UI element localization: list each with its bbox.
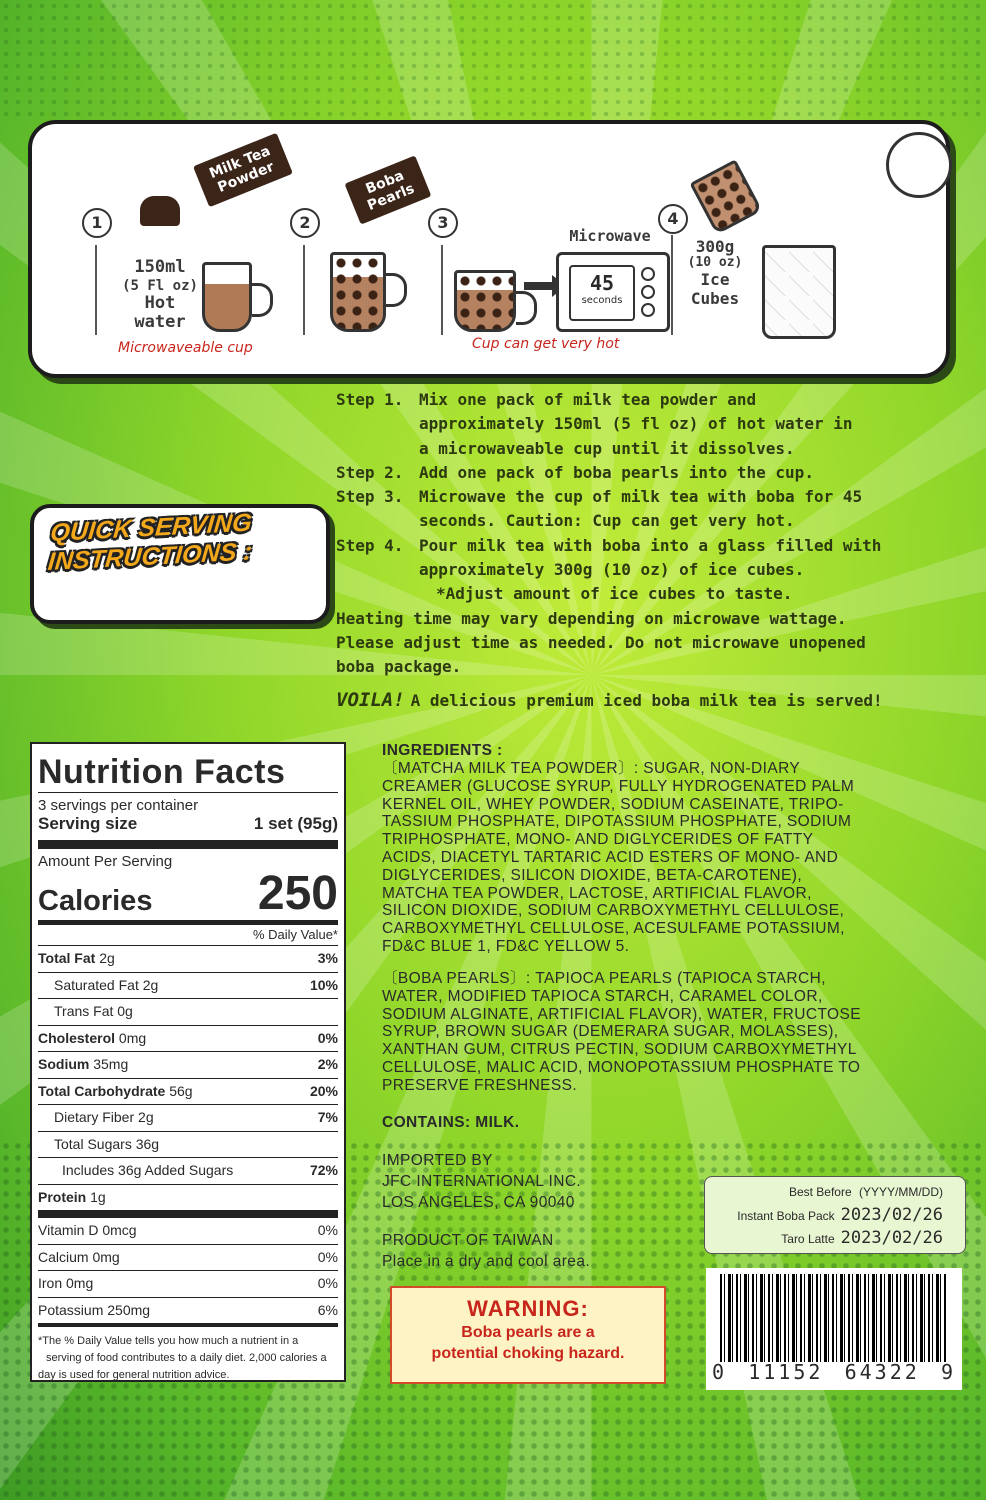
ingredients-header: INGREDIENTS : — [382, 742, 503, 759]
nutrition-facts-panel — [30, 742, 346, 1382]
nutrient-row: Total Sugars 36g — [38, 1132, 338, 1159]
best-before-box — [704, 1176, 966, 1254]
microwave-label: Microwave — [569, 227, 651, 245]
instructions-text — [336, 388, 976, 713]
nutrient-row: Total Fat 2g 3% — [38, 946, 338, 973]
step-4-row: Step 4. Pour milk tea with boba into a glass filled with — [336, 535, 882, 555]
divider — [441, 245, 443, 335]
mug-icon — [202, 262, 252, 332]
step-4-number: 4 — [658, 204, 688, 234]
calories-row: Calories 250 — [38, 870, 338, 925]
choking-warning-box — [390, 1286, 666, 1384]
importer-info: IMPORTED BY JFC INTERNATIONAL INC. LOS ANGELES, CA 90040 — [382, 1152, 582, 1211]
step-3-row: Step 3. Microwave the cup of milk tea with boba for 45 — [336, 487, 863, 507]
nutrient-row: Total Carbohydrate 56g 20% — [38, 1079, 338, 1106]
hot-mug-icon — [454, 270, 516, 332]
kettle-icon — [140, 196, 180, 226]
background-dots-top — [0, 0, 986, 120]
pearl-ingredients: 〔BOBA PEARLS〕: TAPIOCA PEARLS (TAPIOCA STARCH, WATER, MODIFIED TAPIOCA STARCH, CARAMEL COLOR, SODIUM ALGINATE, ARTIFICIAL FLAVOR), WATER, FRUCTOSE SYRUP, BROWN SUGAR (DEMERARA SUGAR, MOLASSES), XANTHAN GUM, CITRUS PECTIN, SODIUM CARBOXYMETHYL CELLULOSE, MALIC ACID, MONOPOTASSIUM PHOSPHATE TO PRESERVE FRESHNESS. — [382, 970, 861, 1094]
cup-hot-note: Cup can get very hot — [472, 336, 620, 352]
step-3-number: 3 — [428, 208, 458, 238]
microwave-timer — [569, 265, 635, 321]
barcode-number: 0 11152 64322 9 — [712, 1360, 956, 1384]
microwaveable-cup-note: Microwaveable cup — [118, 340, 253, 356]
arrow-icon — [524, 282, 554, 290]
barcode — [706, 1268, 962, 1390]
step-1-line: a microwaveable cup until it dissolves. — [419, 438, 795, 458]
quick-serving-title: QUICK SERVING INSTRUCTIONS : — [46, 508, 254, 576]
divider — [671, 235, 673, 335]
best-before-header: Best Before (YYYY/MM/DD) — [788, 1185, 943, 1199]
ice-amount-text: 300g (10 oz) Ice Cubes — [687, 237, 743, 308]
nutrition-title: Nutrition Facts — [38, 752, 338, 793]
heating-note: boba package. — [336, 657, 462, 677]
best-before-line: Instant Boba Pack 2023/02/26 — [737, 1205, 943, 1225]
heating-note: Please adjust time as needed. Do not microwave unopened — [336, 632, 866, 652]
mug-with-pearls-icon — [330, 252, 386, 332]
knob-icon — [641, 303, 655, 317]
amount-per-serving: Amount Per Serving — [38, 853, 173, 870]
serving-size-row: Serving size 1 set (95g) — [38, 814, 338, 849]
milk-tea-powder-tag: Milk Tea Powder — [193, 133, 293, 208]
knob-icon — [641, 267, 655, 281]
cloud-icon — [886, 132, 952, 198]
nutrient-row: Trans Fat 0g — [38, 999, 338, 1026]
powder-ingredients: 〔MATCHA MILK TEA POWDER〕: SUGAR, NON-DIARY CREAMER (GLUCOSE SYRUP, FULLY HYDROGENATED PALM KERNEL OIL, WHEY POWDER, SODIUM CASEINATE, TRIPO- TASSIUM PHOSPHATE, DIPOTASSIUM PHOSPHATE, SODIUM TRIPHOSPHATE, MONO- AND DIGLYCERIDES OF FATTY ACIDS, DIACETYL TARTARIC ACID ESTERS OF MONO- AND DIGLYCERIDES, SILICON DIOXIDE, BETA-CAROTENE), MATCHA TEA POWDER, LACTOSE, ARTIFICIAL FLAVOR, SILICON DIOXIDE, SODIUM CARBOXYMETHYL CELLULOSE, CARBOXYMETHYL CELLULOSE, ACESULFAME POTASSIUM, FD&C BLUE 1, FD&C YELLOW 5. — [382, 760, 855, 955]
daily-value-header: % Daily Value* — [38, 925, 338, 946]
step-2-number: 2 — [290, 208, 320, 238]
step-4-line: approximately 300g (10 oz) of ice cubes. — [419, 560, 805, 580]
daily-value-footnote: *The % Daily Value tells you how much a nutrient in a serving of food contributes to a daily diet. 2,000 calories a day is used for general nutrition advice. — [38, 1323, 338, 1384]
water-amount-text: 150ml (5 Fl oz) Hot water — [122, 257, 198, 333]
timer-unit: seconds — [581, 295, 623, 306]
origin-info: PRODUCT OF TAIWAN Place in a dry and cool area. — [382, 1232, 591, 1270]
timer-value: 45 — [589, 271, 615, 295]
warning-line: Boba pearls are a — [461, 1324, 595, 1341]
allergen-statement: CONTAINS: MILK. — [382, 1114, 520, 1131]
nutrient-row: Saturated Fat 2g 10% — [38, 973, 338, 1000]
divider — [95, 245, 97, 335]
nutrient-row: Iron 0mg 0% — [38, 1271, 338, 1298]
heating-note: Heating time may vary depending on microwave wattage. — [336, 608, 847, 628]
best-before-line: Taro Latte 2023/02/26 — [781, 1228, 943, 1248]
step-4-note: *Adjust amount of ice cubes to taste. — [436, 584, 793, 604]
boba-pearls-tag: Boba Pearls — [344, 155, 431, 224]
nutrient-row: Includes 36g Added Sugars 72% — [38, 1158, 338, 1185]
step-3-line: seconds. Caution: Cup can get very hot. — [419, 511, 795, 531]
nutrient-row: Potassium 250mg 6% — [38, 1301, 338, 1318]
nutrient-row: Vitamin D 0mcg 0% — [38, 1218, 338, 1245]
nutrient-row: Calcium 0mg 0% — [38, 1245, 338, 1272]
step-1-number: 1 — [82, 208, 112, 238]
warning-title: WARNING: — [467, 1296, 589, 1321]
knob-icon — [641, 285, 655, 299]
step-2-row: Step 2. Add one pack of boba pearls into the cup. — [336, 462, 814, 482]
divider — [303, 245, 305, 335]
step-1-row: Step 1. Mix one pack of milk tea powder and — [336, 390, 757, 409]
microwave-icon — [556, 252, 670, 332]
barcode-bars — [720, 1274, 948, 1362]
voila-line: VOILA! A delicious premium iced boba milk tea is served! — [336, 688, 883, 711]
servings-per-container: 3 servings per container — [38, 797, 199, 814]
nutrient-row: Dietary Fiber 2g 7% — [38, 1105, 338, 1132]
step-1-line: approximately 150ml (5 fl oz) of hot water in — [419, 414, 853, 434]
ice-glass-icon — [762, 245, 836, 339]
nutrient-row: Sodium 35mg 2% — [38, 1052, 338, 1079]
nutrient-row: Protein 1g — [38, 1185, 338, 1219]
nutrient-row: Cholesterol 0mg 0% — [38, 1026, 338, 1053]
warning-line: potential choking hazard. — [431, 1345, 625, 1362]
